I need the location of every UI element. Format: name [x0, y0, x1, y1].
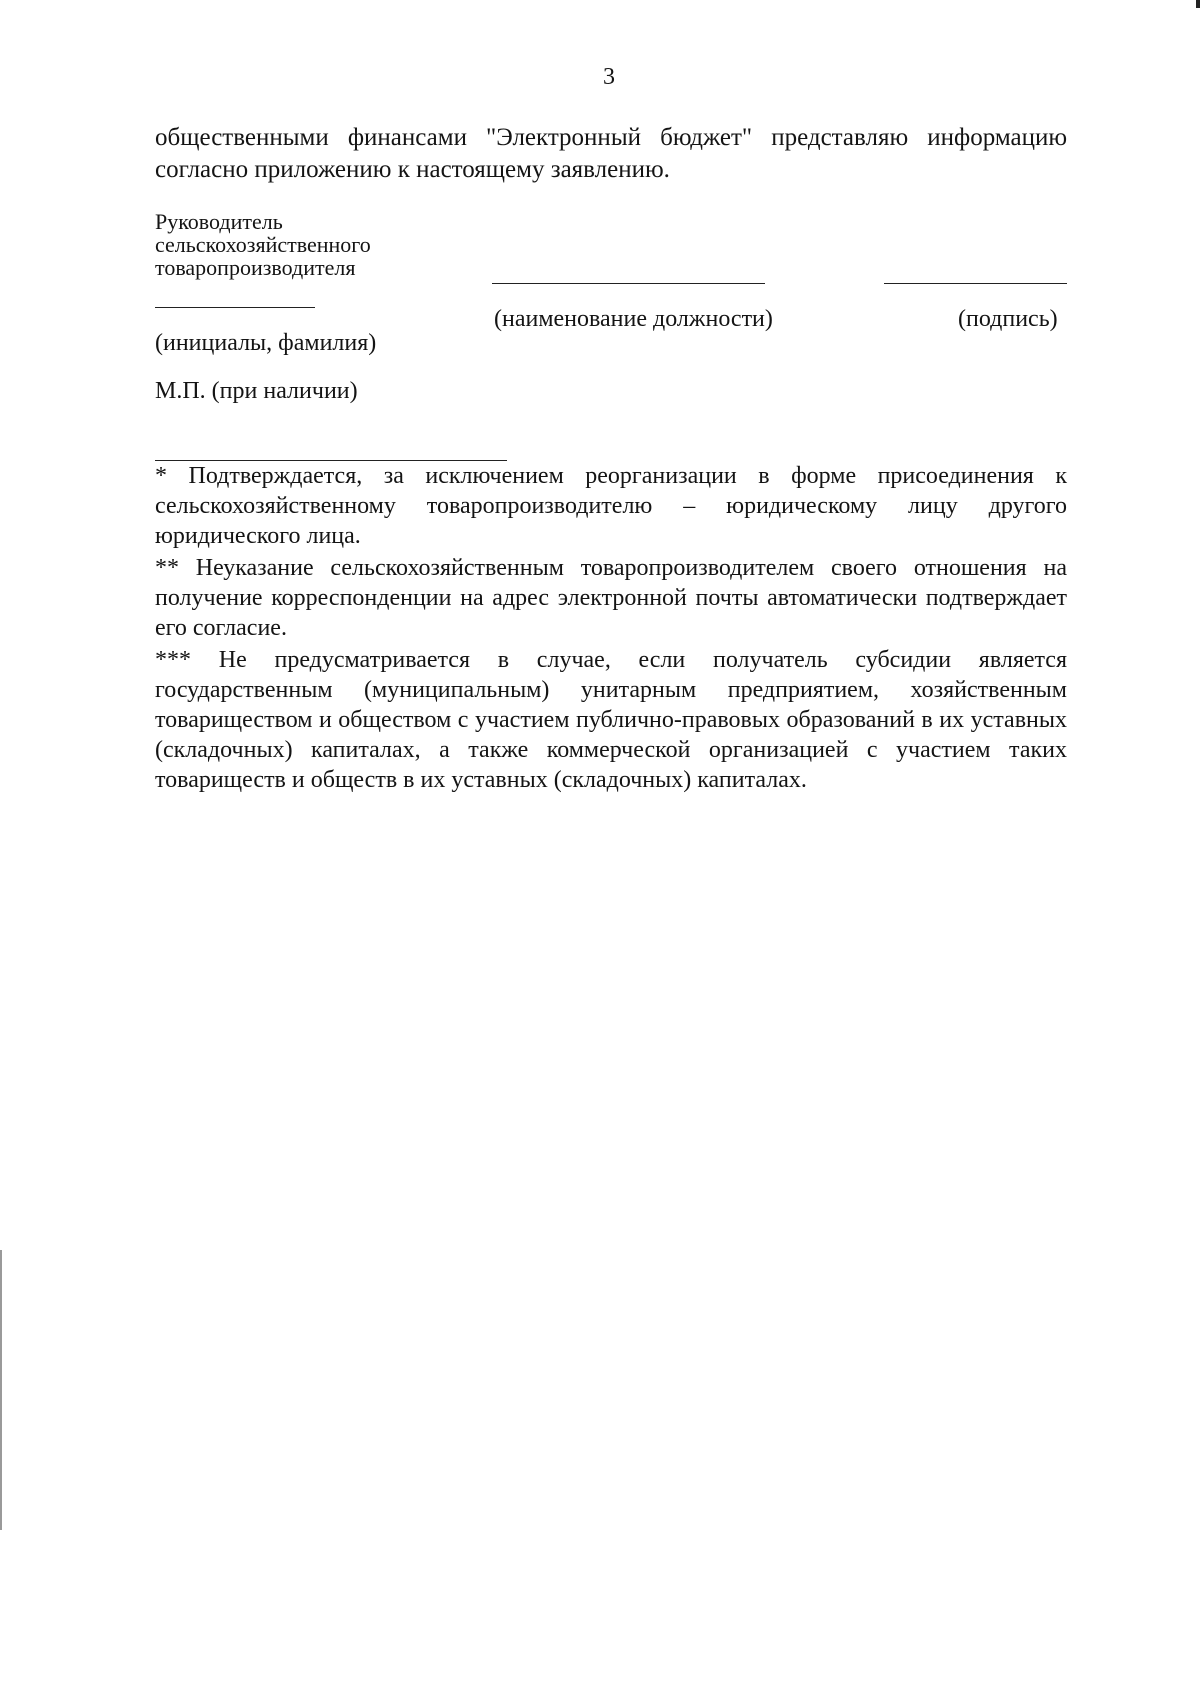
initials-caption: (инициалы, фамилия)	[155, 330, 377, 356]
footnote-2: ** Неуказание сельскохозяйственным товаропроизводителем своего отношения на получение корреспонденции на адрес электронной почты автоматически подтверждает его согласие.	[155, 555, 1067, 641]
footnote-1: * Подтверждается, за исключением реорганизации в форме присоединения к сельскохозяйственному товаропроизводителю – юридическому лицу другого юридического лица.	[155, 463, 1067, 549]
signer-role-line: товаропроизводителя	[155, 255, 356, 280]
position-caption: (наименование должности)	[494, 306, 773, 332]
initials-line	[155, 307, 315, 308]
signer-role	[155, 210, 371, 279]
footnote-3: *** Не предусматривается в случае, если получатель субсидии является государственным (муниципальным) унитарным предприятием, хозяйственным товариществом и обществом с участием публично-правовых образований в их уставных (складочных) капиталах, а также коммерческой организацией с участием таких товариществ и обществ в их уставных (складочных) капиталах.	[155, 647, 1067, 793]
page-number: 3	[603, 64, 615, 90]
signature-caption: (подпись)	[958, 306, 1058, 332]
footnotes	[155, 461, 1067, 797]
signer-role-line: сельскохозяйственного	[155, 232, 371, 257]
scan-edge-mark	[0, 1250, 2, 1530]
stamp-note: М.П. (при наличии)	[155, 378, 358, 404]
signature-line	[884, 283, 1067, 284]
signer-role-line: Руководитель	[155, 209, 283, 234]
body-paragraph: общественными финансами "Электронный бюджет" представляю информацию согласно приложению к настоящему заявлению.	[155, 124, 1067, 183]
position-line	[492, 283, 765, 284]
scan-corner-mark	[1196, 0, 1200, 8]
